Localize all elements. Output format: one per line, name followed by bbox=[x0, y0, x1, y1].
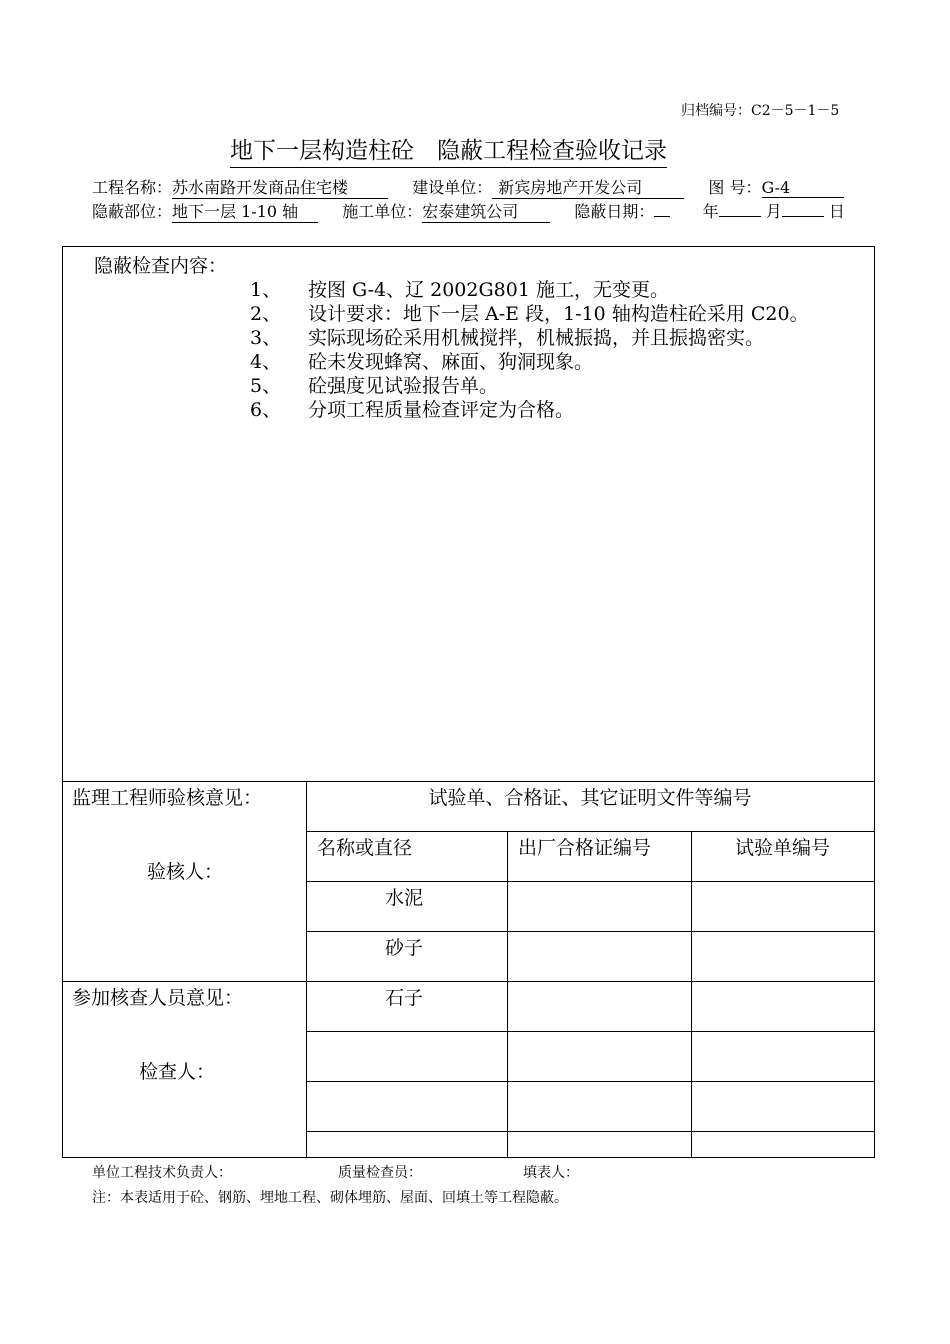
participants-signer: 检查人： bbox=[139, 1061, 216, 1083]
constructor-label: 施工单位： bbox=[342, 202, 423, 221]
document-title: 地下一层构造柱砼 隐蔽工程检查验收记录 bbox=[230, 132, 667, 168]
participants-label: 参加核查人员意见： bbox=[72, 987, 244, 1009]
content-item-number: 5、 bbox=[250, 375, 282, 397]
location-label: 隐蔽部位： bbox=[92, 202, 173, 221]
content-item-text: 设计要求：地下一层 A-E 段，1-10 轴构造柱砼采用 C20。 bbox=[308, 303, 809, 325]
column-test-report: 试验单编号 bbox=[734, 837, 830, 859]
tech-lead-label: 单位工程技术负责人： bbox=[92, 1165, 232, 1181]
content-item-text: 实际现场砼采用机械搅拌，机械振捣，并且振捣密实。 bbox=[308, 327, 765, 349]
filler-label: 填表人： bbox=[523, 1165, 579, 1181]
builder-label: 建设单位： bbox=[412, 178, 493, 197]
content-label: 隐蔽检查内容： bbox=[94, 255, 228, 277]
constructor-value: 宏泰建筑公司 bbox=[422, 199, 550, 223]
drawing-label: 图 号： bbox=[708, 178, 762, 197]
header-row-2 bbox=[92, 199, 845, 223]
content-item-text: 砼未发现蜂窝、麻面、狗洞现象。 bbox=[308, 351, 594, 373]
material-sand: 砂子 bbox=[385, 937, 424, 959]
qc-label: 质量检查员： bbox=[338, 1165, 422, 1181]
material-cement: 水泥 bbox=[385, 887, 424, 909]
content-item bbox=[250, 371, 498, 398]
content-item-number: 2、 bbox=[250, 303, 282, 325]
footnote: 注：本表适用于砼、钢筋、埋地工程、砌体埋筋、屋面、回填土等工程隐蔽。 bbox=[92, 1190, 568, 1206]
project-label: 工程名称： bbox=[92, 178, 173, 197]
content-item-text: 砼强度见试验报告单。 bbox=[308, 375, 499, 397]
documents-header: 试验单、合格证、其它证明文件等编号 bbox=[428, 787, 752, 809]
project-value: 苏水南路开发商品住宅楼 bbox=[172, 175, 388, 199]
drawing-value: G-4 bbox=[762, 178, 844, 198]
column-certificate: 出厂合格证编号 bbox=[518, 837, 652, 859]
month-label: 月 bbox=[765, 202, 782, 221]
date-label: 隐蔽日期： bbox=[574, 202, 655, 221]
content-item bbox=[250, 299, 809, 326]
header-row-1 bbox=[92, 175, 844, 199]
inspection-table bbox=[62, 246, 875, 1158]
supervisor-label: 监理工程师验核意见： bbox=[72, 787, 263, 809]
content-item-number: 6、 bbox=[250, 399, 282, 421]
content-item bbox=[250, 347, 593, 374]
day-label: 日 bbox=[828, 202, 845, 221]
content-item bbox=[250, 395, 574, 422]
archive-number: 归档编号：C2－5－1－5 bbox=[681, 103, 840, 119]
builder-value: 新宾房地产开发公司 bbox=[492, 175, 684, 199]
content-item-text: 按图 G-4、辽 2002G801 施工，无变更。 bbox=[308, 279, 669, 301]
location-value: 地下一层 1-10 轴 bbox=[172, 199, 318, 223]
content-item bbox=[250, 275, 669, 302]
material-gravel: 石子 bbox=[385, 987, 424, 1009]
content-item-number: 4、 bbox=[250, 351, 282, 373]
supervisor-signer: 验核人： bbox=[147, 861, 224, 883]
content-item-number: 1、 bbox=[250, 279, 282, 301]
year-label: 年 bbox=[702, 202, 719, 221]
column-name: 名称或直径 bbox=[317, 837, 413, 859]
content-item-number: 3、 bbox=[250, 327, 282, 349]
content-item-text: 分项工程质量检查评定为合格。 bbox=[308, 399, 575, 421]
content-item bbox=[250, 323, 764, 350]
